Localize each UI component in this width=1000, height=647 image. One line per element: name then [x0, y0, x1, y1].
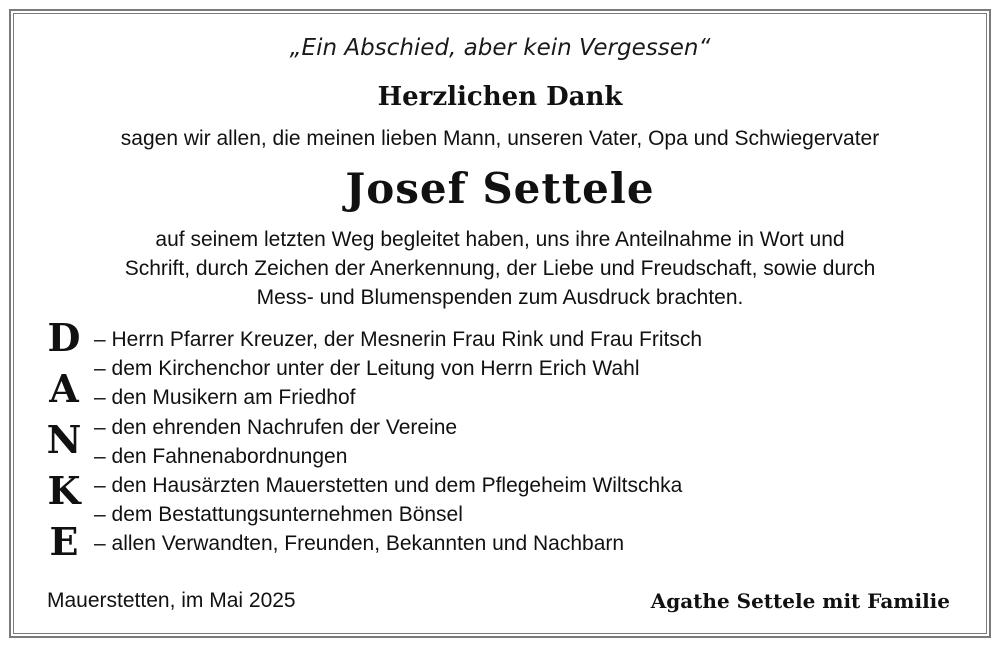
danke-letter-d: D [47, 315, 81, 360]
list-item: – den ehrenden Nachrufen der Vereine [94, 415, 458, 439]
paragraph-line: Schrift, durch Zeichen der Anerkennung, der Liebe und Freudschaft, sowie durch [124, 257, 876, 280]
subline: sagen wir allen, die meinen lieben Mann, unseren Vater, Opa und Schwiegervater [120, 127, 880, 150]
danke-letter-a: A [49, 366, 79, 411]
list-item: – den Fahnenabordnungen [94, 444, 348, 468]
paragraph-line: Mess- und Blumenspenden zum Ausdruck brachten. [256, 286, 744, 309]
acknowledgement-paragraph [20, 225, 980, 312]
list-item: – dem Kirchenchor unter der Leitung von Herrn Erich Wahl [94, 357, 640, 381]
paragraph-line: auf seinem letzten Weg begleitet haben, uns ihre Anteilnahme in Wort und [155, 228, 845, 251]
list-item: – den Hausärzten Mauerstetten und dem Pflegeheim Wiltschka [94, 474, 683, 498]
danke-letter-k: K [47, 468, 81, 513]
deceased-name: Josef Settele [345, 164, 655, 213]
list-item: – Herrn Pfarrer Kreuzer, der Mesnerin Frau Rink und Frau Fritsch [94, 328, 703, 351]
signature: Agathe Settele mit Familie [650, 589, 950, 613]
list-item: – dem Bestattungsunternehmen Bönsel [94, 503, 463, 527]
danke-letter-n: N [46, 417, 82, 462]
danke-letter-e: E [49, 519, 79, 564]
place-date: Mauerstetten, im Mai 2025 [47, 589, 296, 612]
motto: „Ein Abschied, aber kein Vergessen“ [289, 35, 711, 61]
heading: Herzlichen Dank [377, 82, 623, 112]
thanks-list [94, 325, 702, 559]
list-item: – allen Verwandten, Freunden, Bekannten und Nachbarn [94, 532, 625, 556]
list-item: – den Musikern am Friedhof [94, 386, 356, 410]
